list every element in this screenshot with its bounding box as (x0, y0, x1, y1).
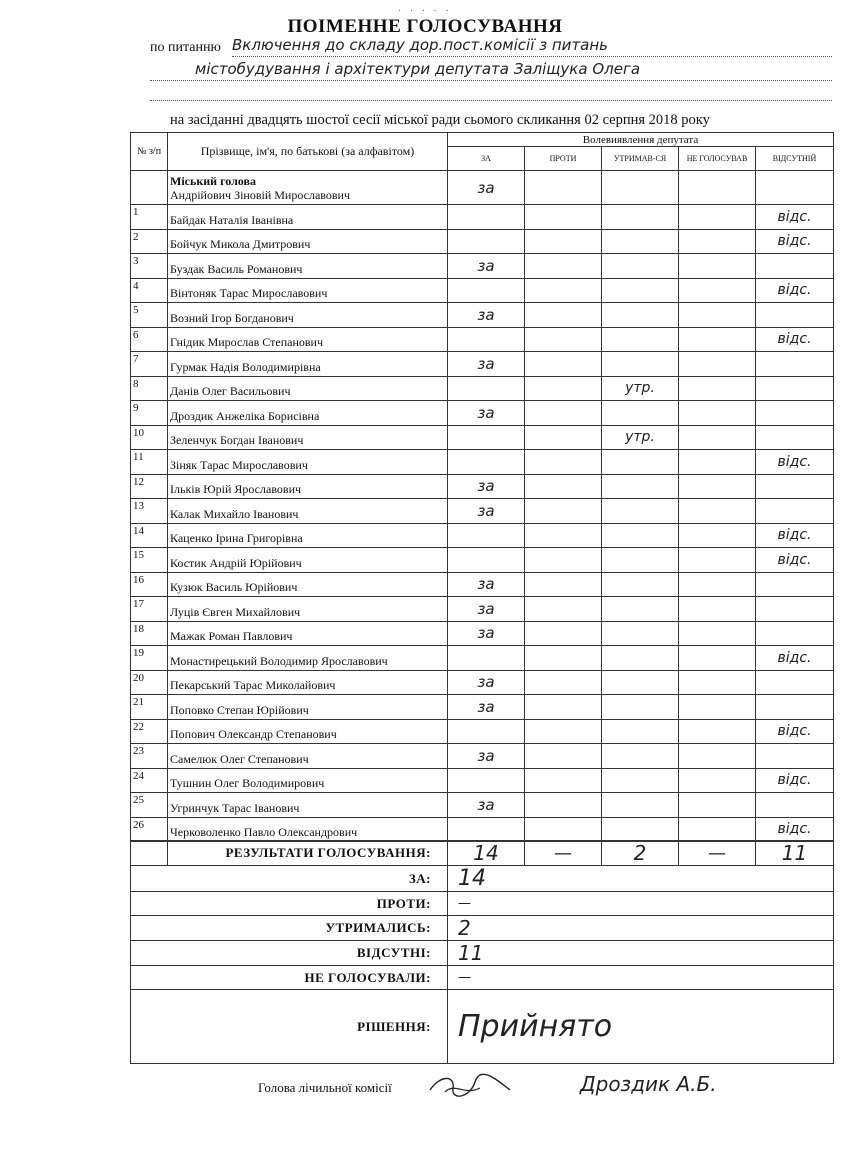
table-row (131, 327, 834, 352)
col-for-header: ЗА (448, 147, 525, 171)
table-row (131, 670, 834, 695)
deputy-num: 3 (131, 254, 168, 279)
deputy-num: 21 (131, 695, 168, 720)
vote-abstain (602, 352, 679, 377)
deputy-name: Мажак Роман Павлович (168, 621, 448, 646)
vote-abstain (602, 254, 679, 279)
subject-label: по питанню (150, 40, 221, 55)
vote-absent: відс. (756, 646, 834, 671)
summary-novote-value: — (448, 966, 834, 990)
deputy-num: 20 (131, 670, 168, 695)
table-row (131, 695, 834, 720)
deputy-num: 25 (131, 793, 168, 818)
vote-novote (679, 523, 756, 548)
subject-line-2: містобудування і архітектури депутата Заліщука Олега (195, 60, 641, 78)
summary-against-label: ПРОТИ: (131, 892, 448, 916)
vote-against (525, 793, 602, 818)
vote-abstain (602, 523, 679, 548)
vote-novote (679, 376, 756, 401)
deputy-num: 7 (131, 352, 168, 377)
vote-for: за (448, 744, 525, 769)
vote-against (525, 548, 602, 573)
deputy-num: 23 (131, 744, 168, 769)
vote-novote (679, 352, 756, 377)
vote-absent (756, 499, 834, 524)
vote-abstain (602, 572, 679, 597)
results-abstain: 2 (602, 841, 679, 866)
vote-novote (679, 646, 756, 671)
deputy-name: Луців Євген Михайлович (168, 597, 448, 622)
summary-for-label: ЗА: (131, 866, 448, 892)
col-num-header: № з/п (131, 133, 168, 171)
deputy-name: Костик Андрій Юрійович (168, 548, 448, 573)
vote-novote (679, 572, 756, 597)
vote-against (525, 450, 602, 475)
signature-mark (425, 1070, 515, 1106)
vote-for: за (448, 303, 525, 328)
deputy-num: 14 (131, 523, 168, 548)
col-abstain-header: УТРИМАВ-СЯ (602, 147, 679, 171)
subject-rule-3 (150, 100, 832, 101)
vote-absent: відс. (756, 327, 834, 352)
results-spacer (131, 841, 168, 866)
vote-for (448, 817, 525, 842)
mayor-vote-against (525, 171, 602, 205)
vote-against (525, 621, 602, 646)
deputy-num: 12 (131, 474, 168, 499)
vote-absent (756, 401, 834, 426)
summary-absent-value: 11 (448, 941, 834, 966)
vote-for (448, 327, 525, 352)
deputy-num: 13 (131, 499, 168, 524)
vote-novote (679, 695, 756, 720)
summary-abstain-label: УТРИМАЛИСЬ: (131, 916, 448, 941)
vote-abstain (602, 303, 679, 328)
mayor-vote-abstain (602, 171, 679, 205)
summary-novote-label: НЕ ГОЛОСУВАЛИ: (131, 966, 448, 990)
vote-absent (756, 376, 834, 401)
vote-novote (679, 817, 756, 842)
summary-for-value: 14 (448, 866, 834, 892)
vote-against (525, 352, 602, 377)
vote-abstain (602, 597, 679, 622)
vote-novote (679, 278, 756, 303)
subject-rule-1 (232, 56, 832, 57)
vote-absent (756, 695, 834, 720)
deputy-name: Пекарський Тарас Миколайович (168, 670, 448, 695)
vote-against (525, 744, 602, 769)
vote-absent (756, 670, 834, 695)
results-row-label: РЕЗУЛЬТАТИ ГОЛОСУВАННЯ: (168, 841, 448, 866)
vote-novote (679, 205, 756, 230)
table-row (131, 817, 834, 842)
vote-abstain (602, 499, 679, 524)
vote-for (448, 646, 525, 671)
vote-novote (679, 474, 756, 499)
vote-against (525, 425, 602, 450)
vote-for: за (448, 793, 525, 818)
vote-against (525, 572, 602, 597)
deputy-name: Зеленчук Богдан Іванович (168, 425, 448, 450)
subject-rule-2 (150, 80, 832, 81)
deputy-num: 6 (131, 327, 168, 352)
deputy-num: 15 (131, 548, 168, 573)
deputy-num: 22 (131, 719, 168, 744)
mayor-name: Андрійович Зіновій Мирославович (170, 187, 350, 202)
signature-label: Голова лічильної комісії (258, 1080, 392, 1095)
deputy-name: Байдак Наталія Іванівна (168, 205, 448, 230)
results-table (130, 840, 834, 1064)
deputy-name: Дроздик Анжеліка Борисівна (168, 401, 448, 426)
table-row (131, 474, 834, 499)
vote-novote (679, 450, 756, 475)
vote-for: за (448, 572, 525, 597)
vote-for (448, 450, 525, 475)
vote-against (525, 670, 602, 695)
vote-novote (679, 303, 756, 328)
col-against-header: ПРОТИ (525, 147, 602, 171)
deputy-name: Буздак Василь Романович (168, 254, 448, 279)
vote-absent: відс. (756, 768, 834, 793)
vote-absent (756, 572, 834, 597)
deputy-num: 18 (131, 621, 168, 646)
deputy-num: 5 (131, 303, 168, 328)
table-row (131, 646, 834, 671)
vote-for (448, 719, 525, 744)
results-novote: — (679, 841, 756, 866)
vote-for (448, 523, 525, 548)
deputy-num: 24 (131, 768, 168, 793)
table-row (131, 254, 834, 279)
table-row (131, 352, 834, 377)
deputy-num: 26 (131, 817, 168, 842)
mayor-vote-absent (756, 171, 834, 205)
decision-value: Прийнято (448, 990, 834, 1064)
vote-for: за (448, 621, 525, 646)
deputy-num: 4 (131, 278, 168, 303)
document-title: ПОІМЕННЕ ГОЛОСУВАННЯ (287, 16, 563, 37)
vote-against (525, 401, 602, 426)
summary-abstain-value: 2 (448, 916, 834, 941)
deputy-num: 19 (131, 646, 168, 671)
deputy-name: Ільків Юрій Ярославович (168, 474, 448, 499)
deputy-name: Монастирецький Володимир Ярославович (168, 646, 448, 671)
decision-label: РІШЕННЯ: (131, 990, 448, 1064)
vote-against (525, 205, 602, 230)
table-row (131, 793, 834, 818)
vote-for (448, 548, 525, 573)
vote-abstain (602, 817, 679, 842)
vote-against (525, 474, 602, 499)
vote-for: за (448, 254, 525, 279)
table-row (131, 278, 834, 303)
vote-novote (679, 793, 756, 818)
table-row (131, 376, 834, 401)
vote-for (448, 376, 525, 401)
deputy-name: Возний Ігор Богданович (168, 303, 448, 328)
vote-abstain (602, 719, 679, 744)
vote-for: за (448, 499, 525, 524)
vote-abstain (602, 450, 679, 475)
vote-abstain (602, 474, 679, 499)
vote-for (448, 278, 525, 303)
vote-abstain (602, 793, 679, 818)
deputy-num: 16 (131, 572, 168, 597)
mayor-vote-novote (679, 171, 756, 205)
vote-absent: відс. (756, 719, 834, 744)
vote-novote (679, 229, 756, 254)
vote-absent: відс. (756, 523, 834, 548)
table-row (131, 768, 834, 793)
deputy-name: Тушнин Олег Володимирович (168, 768, 448, 793)
table-row (131, 450, 834, 475)
vote-against (525, 278, 602, 303)
deputy-name: Бойчук Микола Дмитрович (168, 229, 448, 254)
vote-against (525, 229, 602, 254)
vote-abstain: утр. (602, 376, 679, 401)
session-line: на засіданні двадцять шостої сесії міської ради сьомого скликання 02 серпня 2018 року (170, 112, 710, 128)
table-row (131, 499, 834, 524)
vote-against (525, 499, 602, 524)
col-group-header: Волевиявлення депутата (448, 133, 834, 147)
vote-absent (756, 597, 834, 622)
vote-absent (756, 793, 834, 818)
vote-abstain (602, 621, 679, 646)
vote-novote (679, 425, 756, 450)
vote-abstain (602, 744, 679, 769)
vote-novote (679, 499, 756, 524)
vote-against (525, 303, 602, 328)
summary-absent-label: ВІДСУТНІ: (131, 941, 448, 966)
vote-for: за (448, 695, 525, 720)
deputy-num: 9 (131, 401, 168, 426)
vote-novote (679, 254, 756, 279)
vote-novote (679, 621, 756, 646)
vote-against (525, 597, 602, 622)
vote-for: за (448, 474, 525, 499)
vote-absent: відс. (756, 229, 834, 254)
deputy-rows (131, 205, 834, 842)
deputy-name: Угринчук Тарас Іванович (168, 793, 448, 818)
vote-against (525, 254, 602, 279)
vote-abstain (602, 401, 679, 426)
results-absent: 11 (756, 841, 834, 866)
vote-absent (756, 352, 834, 377)
vote-absent (756, 744, 834, 769)
vote-absent: відс. (756, 548, 834, 573)
subject-line-1: Включення до складу дор.пост.комісії з питань (232, 36, 609, 54)
col-novote-header: НЕ ГОЛОСУВАВ (679, 147, 756, 171)
mayor-num (131, 171, 168, 205)
deputy-name: Черковоленко Павло Олександрович (168, 817, 448, 842)
deputy-name: Попович Олександр Степанович (168, 719, 448, 744)
table-row (131, 229, 834, 254)
vote-abstain (602, 278, 679, 303)
vote-against (525, 817, 602, 842)
deputy-name: Каценко Ірина Григорівна (168, 523, 448, 548)
deputy-num: 10 (131, 425, 168, 450)
deputy-name: Калак Михайло Іванович (168, 499, 448, 524)
vote-for (448, 205, 525, 230)
vote-absent: відс. (756, 205, 834, 230)
table-row (131, 597, 834, 622)
vote-abstain (602, 548, 679, 573)
vote-abstain (602, 695, 679, 720)
vote-abstain (602, 646, 679, 671)
table-row (131, 548, 834, 573)
deputy-name: Данів Олег Васильович (168, 376, 448, 401)
vote-abstain (602, 670, 679, 695)
deputy-num: 2 (131, 229, 168, 254)
col-name-header: Прізвище, ім'я, по батькові (за алфавітом) (168, 133, 448, 171)
results-for: 14 (448, 841, 525, 866)
deputy-num: 17 (131, 597, 168, 622)
summary-against-value: — (448, 892, 834, 916)
vote-novote (679, 401, 756, 426)
vote-against (525, 695, 602, 720)
table-row (131, 621, 834, 646)
vote-absent (756, 425, 834, 450)
deputy-name: Поповко Степан Юрійович (168, 695, 448, 720)
vote-absent (756, 621, 834, 646)
vote-against (525, 646, 602, 671)
vote-novote (679, 548, 756, 573)
table-row (131, 205, 834, 230)
table-row (131, 401, 834, 426)
vote-for: за (448, 670, 525, 695)
table-row (131, 425, 834, 450)
vote-for (448, 425, 525, 450)
vote-against (525, 523, 602, 548)
vote-against (525, 327, 602, 352)
vote-novote (679, 327, 756, 352)
table-row (131, 744, 834, 769)
vote-for (448, 229, 525, 254)
deputy-num: 11 (131, 450, 168, 475)
vote-absent: відс. (756, 450, 834, 475)
mayor-cell (168, 171, 448, 205)
vote-novote (679, 670, 756, 695)
vote-absent (756, 303, 834, 328)
mayor-title: Міський голова (170, 173, 256, 188)
col-absent-header: ВІДСУТНІЙ (756, 147, 834, 171)
vote-absent (756, 254, 834, 279)
deputy-num: 1 (131, 205, 168, 230)
deputy-name: Вінтоняк Тарас Мирославович (168, 278, 448, 303)
deputy-name: Гурмак Надія Володимирівна (168, 352, 448, 377)
table-row (131, 303, 834, 328)
table-row (131, 572, 834, 597)
vote-novote (679, 744, 756, 769)
vote-against (525, 376, 602, 401)
deputy-name: Гнідик Мирослав Степанович (168, 327, 448, 352)
mayor-vote-for: за (448, 171, 525, 205)
deputy-name: Кузюк Василь Юрійович (168, 572, 448, 597)
vote-novote (679, 719, 756, 744)
vote-against (525, 768, 602, 793)
signature-name: Дроздик А.Б. (580, 1072, 717, 1096)
vote-table (130, 132, 834, 842)
vote-for: за (448, 401, 525, 426)
table-row (131, 719, 834, 744)
top-dots: · · · · · (398, 6, 452, 17)
vote-abstain (602, 768, 679, 793)
deputy-name: Самелюк Олег Степанович (168, 744, 448, 769)
vote-abstain (602, 229, 679, 254)
signature-scribble-icon (425, 1070, 515, 1100)
table-row (131, 523, 834, 548)
vote-for: за (448, 352, 525, 377)
vote-absent: відс. (756, 278, 834, 303)
vote-abstain: утр. (602, 425, 679, 450)
results-against: — (525, 841, 602, 866)
deputy-name: Зіняк Тарас Мирославович (168, 450, 448, 475)
vote-novote (679, 597, 756, 622)
vote-against (525, 719, 602, 744)
vote-novote (679, 768, 756, 793)
vote-absent: відс. (756, 817, 834, 842)
vote-abstain (602, 205, 679, 230)
vote-absent (756, 474, 834, 499)
vote-for: за (448, 597, 525, 622)
vote-for (448, 768, 525, 793)
vote-abstain (602, 327, 679, 352)
deputy-num: 8 (131, 376, 168, 401)
